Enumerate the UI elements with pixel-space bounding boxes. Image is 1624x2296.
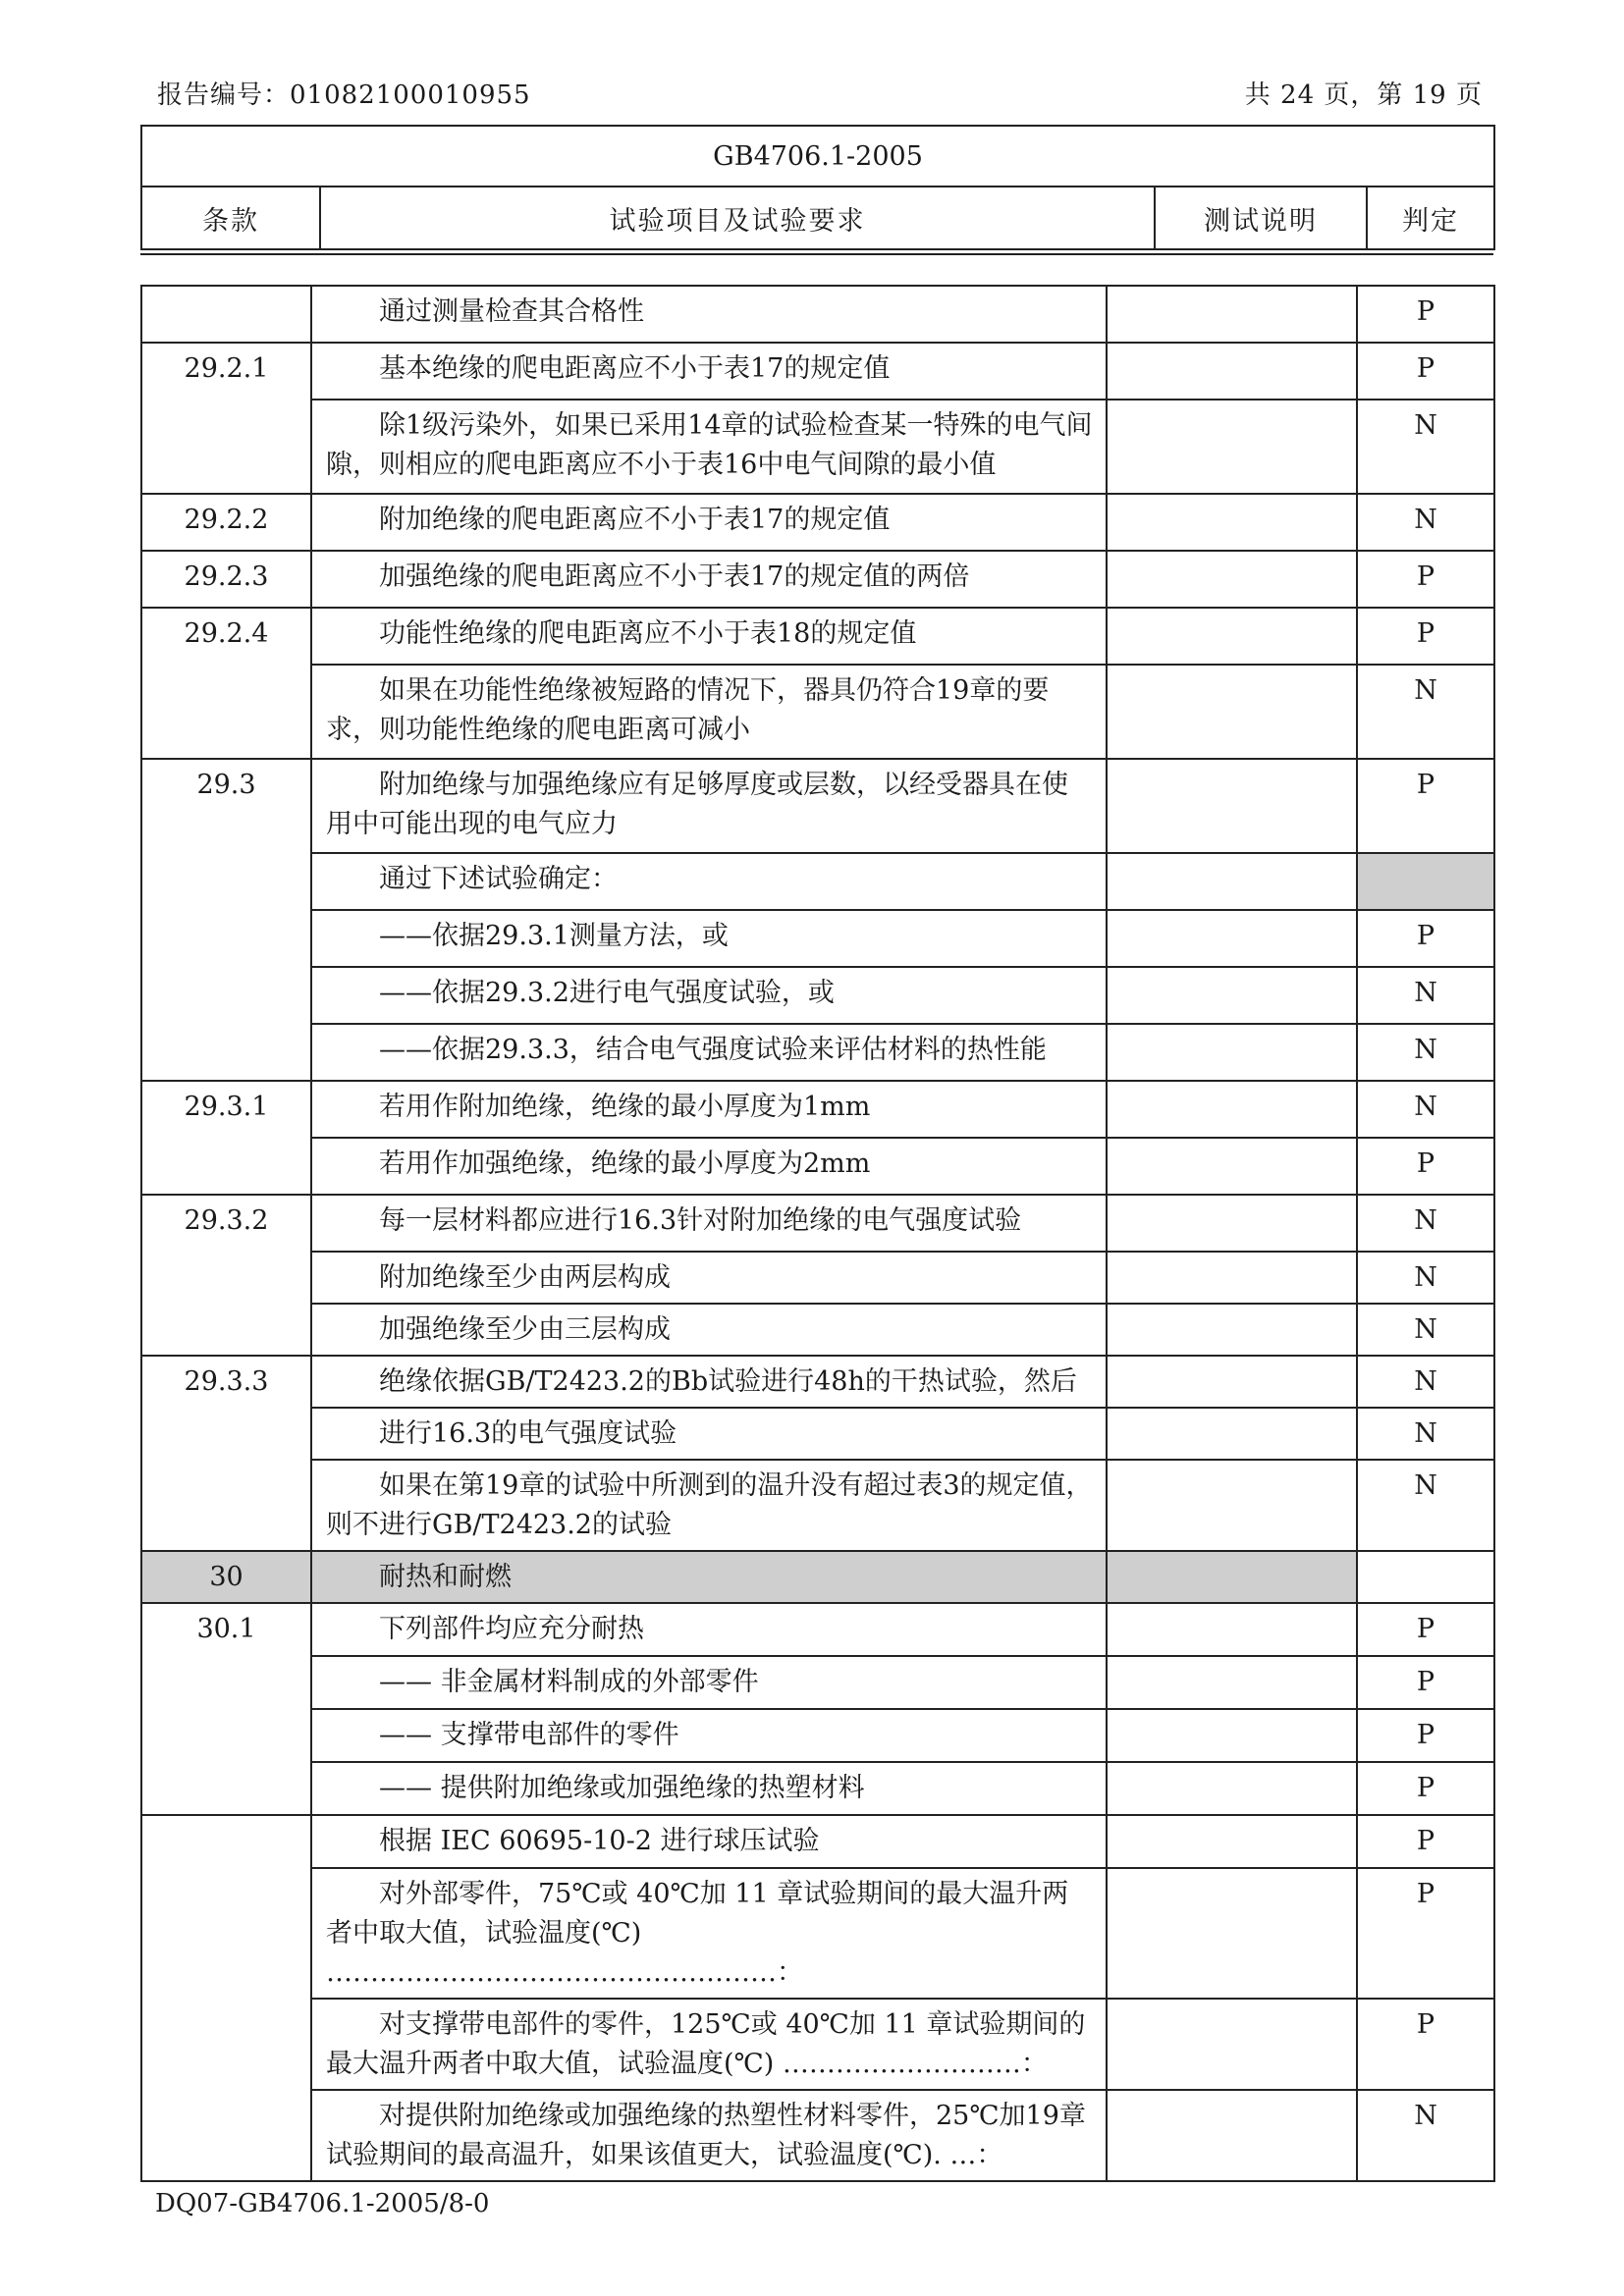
clause-cell [141,286,311,343]
col-verdict: 判定 [1367,187,1494,249]
verdict-cell: N [1357,1195,1494,1252]
verdict-cell: N [1357,1356,1494,1408]
verdict-cell: N [1357,1081,1494,1138]
page-info: 共 24 页，第 19 页 [1244,80,1483,110]
note-cell [1107,1081,1357,1138]
requirement-cell: ——依据29.3.2进行电气强度试验，或 [311,967,1107,1024]
requirement-cell: 对提供附加绝缘或加强绝缘的热塑性材料零件，25℃加19章试验期间的最高温升，如果该值更大，试验温度(℃). …： [311,2090,1107,2181]
note-cell [1107,1999,1357,2090]
note-cell [1107,494,1357,551]
note-cell [1107,1252,1357,1304]
section-clause-cell: 30 [141,1551,311,1603]
note-cell [1107,910,1357,967]
verdict-cell: N [1357,967,1494,1024]
requirement-cell: 进行16.3的电气强度试验 [311,1408,1107,1460]
verdict-cell: N [1357,494,1494,551]
clause-cell: 29.2.3 [141,551,311,608]
requirement-cell: 通过下述试验确定： [311,853,1107,910]
requirement-cell: 基本绝缘的爬电距离应不小于表17的规定值 [311,343,1107,400]
note-cell [1107,1868,1357,1999]
standard-title: GB4706.1-2005 [141,126,1494,187]
note-cell [1107,400,1357,494]
verdict-cell: N [1357,1304,1494,1356]
verdict-cell: N [1357,1408,1494,1460]
note-cell [1107,1603,1357,1656]
requirement-cell: 根据 IEC 60695-10-2 进行球压试验 [311,1815,1107,1868]
requirement-cell: —— 提供附加绝缘或加强绝缘的热塑材料 [311,1762,1107,1815]
clause-cell: 29.2.1 [141,343,311,494]
requirements-table [140,285,1495,2182]
note-cell [1107,853,1357,910]
note-cell [1107,1195,1357,1252]
verdict-cell: P [1357,1815,1494,1868]
note-cell [1107,608,1357,665]
page-rule [140,253,1493,255]
requirement-cell: 绝缘依据GB/T2423.2的Bb试验进行48h的干热试验，然后 [311,1356,1107,1408]
note-cell [1107,967,1357,1024]
requirement-cell: 除1级污染外，如果已采用14章的试验检查某一特殊的电气间隙，则相应的爬电距离应不小于表16中电气间隙的最小值 [311,400,1107,494]
note-cell [1107,1762,1357,1815]
verdict-cell: P [1357,1656,1494,1709]
requirement-cell: 如果在功能性绝缘被短路的情况下，器具仍符合19章的要求，则功能性绝缘的爬电距离可减小 [311,665,1107,759]
clause-cell: 29.2.4 [141,608,311,759]
verdict-cell: N [1357,1252,1494,1304]
report-number: 报告编号：01082100010955 [157,80,531,110]
requirement-cell: 功能性绝缘的爬电距离应不小于表18的规定值 [311,608,1107,665]
clause-cell [141,1815,311,2181]
note-cell [1107,1551,1357,1603]
note-cell [1107,1656,1357,1709]
verdict-cell: P [1357,1138,1494,1195]
requirement-cell: 附加绝缘的爬电距离应不小于表17的规定值 [311,494,1107,551]
requirement-cell: —— 非金属材料制成的外部零件 [311,1656,1107,1709]
verdict-cell: N [1357,1024,1494,1081]
verdict-cell: P [1357,1709,1494,1762]
note-cell [1107,1356,1357,1408]
requirement-cell: 附加绝缘至少由两层构成 [311,1252,1107,1304]
verdict-cell [1357,1551,1494,1603]
note-cell [1107,2090,1357,2181]
note-cell [1107,1138,1357,1195]
verdict-cell: P [1357,1603,1494,1656]
verdict-cell: P [1357,551,1494,608]
requirement-cell: ——依据29.3.3，结合电气强度试验来评估材料的热性能 [311,1024,1107,1081]
verdict-cell: N [1357,1460,1494,1551]
section-title-cell: 耐热和耐燃 [311,1551,1107,1603]
clause-cell: 29.3.1 [141,1081,311,1195]
verdict-cell: P [1357,286,1494,343]
requirement-cell: 若用作附加绝缘，绝缘的最小厚度为1mm [311,1081,1107,1138]
requirement-cell: 附加绝缘与加强绝缘应有足够厚度或层数，以经受器具在使用中可能出现的电气应力 [311,759,1107,853]
clause-cell: 29.3.2 [141,1195,311,1356]
clause-cell: 30.1 [141,1603,311,1815]
note-cell [1107,759,1357,853]
requirement-cell: 通过测量检查其合格性 [311,286,1107,343]
note-cell [1107,551,1357,608]
verdict-cell: P [1357,608,1494,665]
verdict-cell: P [1357,759,1494,853]
requirement-cell: 对外部零件，75℃或 40℃加 11 章试验期间的最大温升两者中取大值，试验温度(℃) ……………………………………………： [311,1868,1107,1999]
clause-cell: 29.2.2 [141,494,311,551]
verdict-cell: P [1357,1868,1494,1999]
note-cell [1107,1304,1357,1356]
col-requirement: 试验项目及试验要求 [320,187,1155,249]
note-cell [1107,343,1357,400]
verdict-cell: P [1357,1762,1494,1815]
requirement-cell: —— 支撑带电部件的零件 [311,1709,1107,1762]
requirement-cell: 下列部件均应充分耐热 [311,1603,1107,1656]
requirement-cell: 加强绝缘的爬电距离应不小于表17的规定值的两倍 [311,551,1107,608]
requirement-cell: 加强绝缘至少由三层构成 [311,1304,1107,1356]
note-cell [1107,1408,1357,1460]
header-table [140,125,1495,250]
col-note: 测试说明 [1155,187,1367,249]
verdict-cell: N [1357,665,1494,759]
requirement-cell: 如果在第19章的试验中所测到的温升没有超过表3的规定值，则不进行GB/T2423.2的试验 [311,1460,1107,1551]
requirement-cell: 每一层材料都应进行16.3针对附加绝缘的电气强度试验 [311,1195,1107,1252]
verdict-cell: P [1357,1999,1494,2090]
verdict-cell: N [1357,400,1494,494]
requirement-cell: ——依据29.3.1测量方法，或 [311,910,1107,967]
verdict-cell [1357,853,1494,910]
requirement-cell: 若用作加强绝缘，绝缘的最小厚度为2mm [311,1138,1107,1195]
note-cell [1107,1815,1357,1868]
requirement-cell: 对支撑带电部件的零件，125℃或 40℃加 11 章试验期间的最大温升两者中取大值，试验温度(℃) ………………………： [311,1999,1107,2090]
verdict-cell: P [1357,910,1494,967]
clause-cell: 29.3 [141,759,311,1081]
note-cell [1107,1709,1357,1762]
col-clause: 条款 [141,187,320,249]
verdict-cell: P [1357,343,1494,400]
note-cell [1107,665,1357,759]
note-cell [1107,286,1357,343]
clause-cell: 29.3.3 [141,1356,311,1551]
note-cell [1107,1024,1357,1081]
document-code: DQ07-GB4706.1-2005/8-0 [155,2189,490,2218]
verdict-cell: N [1357,2090,1494,2181]
note-cell [1107,1460,1357,1551]
